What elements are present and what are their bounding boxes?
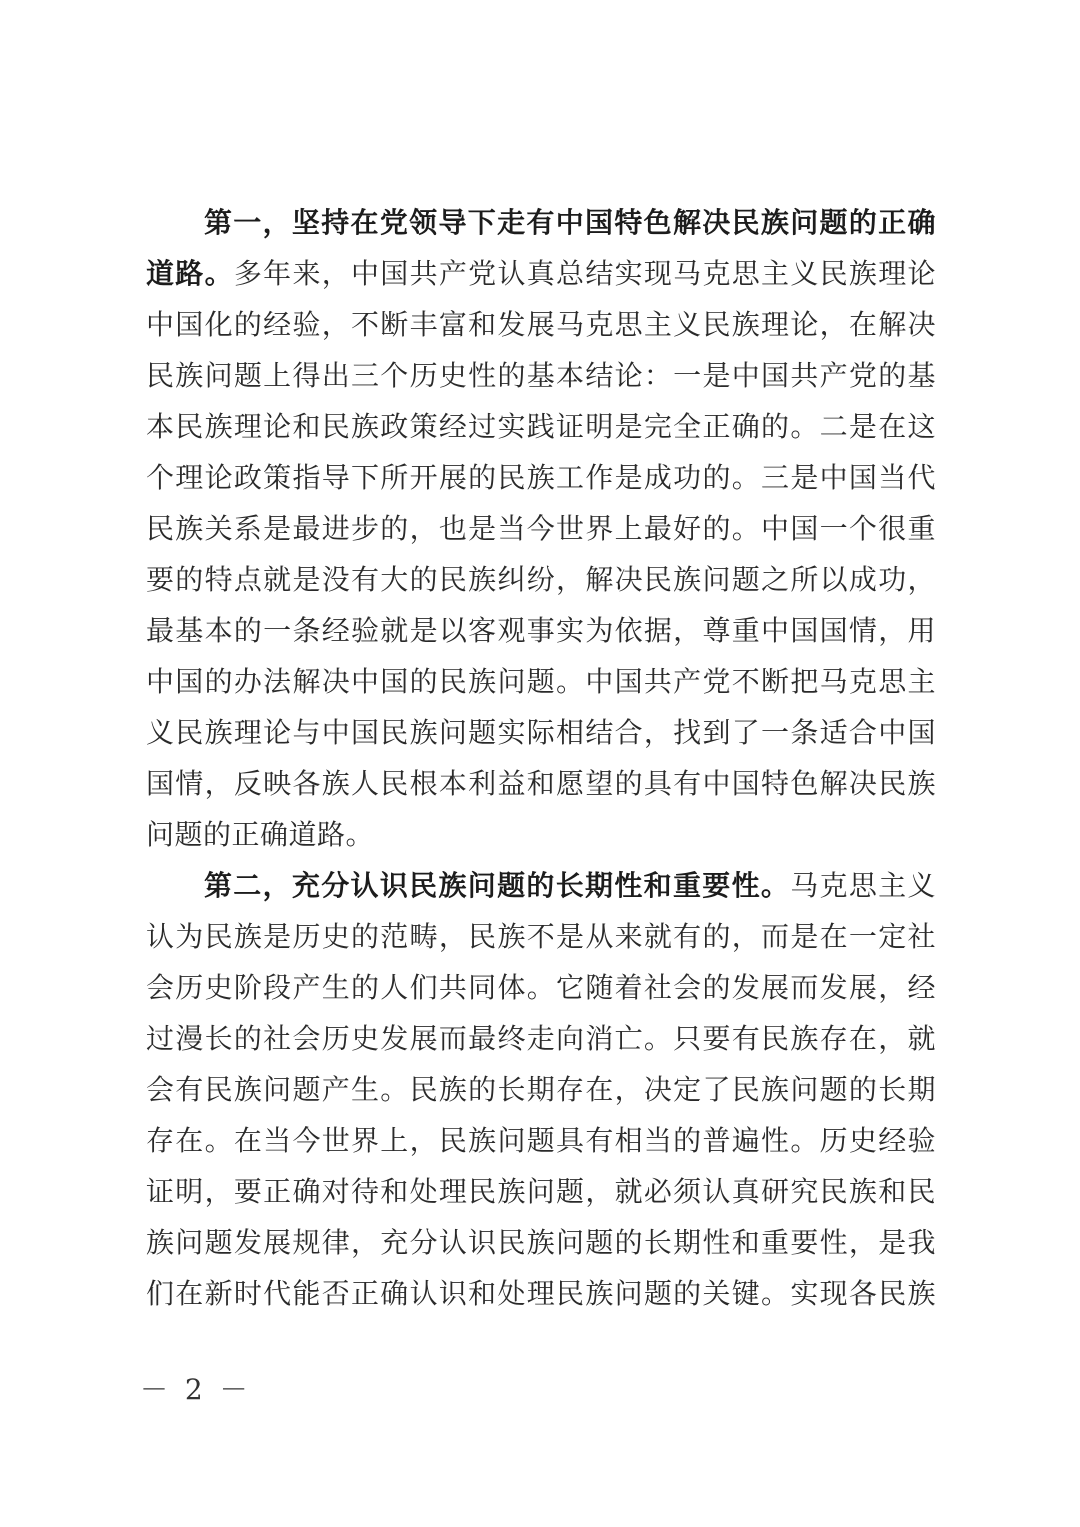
line-text: 民族问题上得出三个历史性的基本结论：一是中国共产党的基 — [146, 359, 936, 392]
text-line — [146, 305, 936, 345]
line-text: 本民族理论和民族政策经过实践证明是完全正确的。二是在这 — [146, 410, 936, 443]
line-text: 问题的正确道路。 — [146, 818, 375, 851]
paragraph-heading: 第二，充分认识民族问题的长期性和重要性。 — [204, 869, 791, 902]
line-text: 会历史阶段产生的人们共同体。它随着社会的发展而发展，经 — [146, 971, 936, 1004]
text-line — [204, 866, 936, 906]
text-line — [146, 407, 936, 447]
line-text: 个理论政策指导下所开展的民族工作是成功的。三是中国当代 — [146, 461, 936, 494]
line-text: 中国的办法解决中国的民族问题。中国共产党不断把马克思主 — [146, 665, 936, 698]
line-text: 会有民族问题产生。民族的长期存在，决定了民族问题的长期 — [146, 1073, 936, 1106]
line-text: 们在新时代能否正确认识和处理民族问题的关键。实现各民族 — [146, 1277, 936, 1310]
line-text: 族问题发展规律，充分认识民族问题的长期性和重要性，是我 — [146, 1226, 936, 1259]
line-text: 认为民族是历史的范畴，民族不是从来就有的，而是在一定社 — [146, 920, 936, 953]
text-line — [146, 1019, 936, 1059]
line-text: 民族关系是最进步的，也是当今世界上最好的。中国一个很重 — [146, 512, 936, 545]
line-text: 中国化的经验，不断丰富和发展马克思主义民族理论，在解决 — [146, 308, 936, 341]
line-text: 最基本的一条经验就是以客观事实为依据，尊重中国国情，用 — [146, 614, 936, 647]
text-line — [146, 611, 936, 651]
line-text: 国情，反映各族人民根本利益和愿望的具有中国特色解决民族 — [146, 767, 936, 800]
page-number: － 2 － — [140, 1373, 252, 1406]
text-line — [146, 662, 936, 702]
text-line — [146, 1070, 936, 1110]
text-line — [146, 713, 936, 753]
line-text: 多年来，中国共产党认真总结实现马克思主义民族理论 — [233, 257, 936, 290]
line-text: 证明，要正确对待和处理民族问题，就必须认真研究民族和民 — [146, 1175, 936, 1208]
text-line — [146, 764, 936, 804]
line-text: 马克思主义 — [790, 869, 936, 902]
line-text: 义民族理论与中国民族问题实际相结合，找到了一条适合中国 — [146, 716, 936, 749]
text-line — [146, 917, 936, 957]
line-text: 过漫长的社会历史发展而最终走向消亡。只要有民族存在，就 — [146, 1022, 936, 1055]
text-line — [146, 968, 936, 1008]
text-line — [146, 458, 936, 498]
text-line — [146, 1121, 936, 1161]
line-text: 存在。在当今世界上，民族问题具有相当的普遍性。历史经验 — [146, 1124, 936, 1157]
text-line — [146, 509, 936, 549]
text-line — [146, 1172, 936, 1212]
text-line — [146, 815, 936, 855]
paragraph-heading: 道路。 — [146, 257, 234, 290]
text-line — [146, 560, 936, 600]
text-line — [146, 254, 936, 294]
text-line — [146, 356, 936, 396]
line-text: 要的特点就是没有大的民族纠纷，解决民族问题之所以成功， — [146, 563, 936, 596]
text-line — [146, 1223, 936, 1263]
text-line — [146, 1274, 936, 1314]
paragraph-heading: 第一，坚持在党领导下走有中国特色解决民族问题的正确 — [204, 206, 936, 239]
text-line — [204, 203, 936, 243]
